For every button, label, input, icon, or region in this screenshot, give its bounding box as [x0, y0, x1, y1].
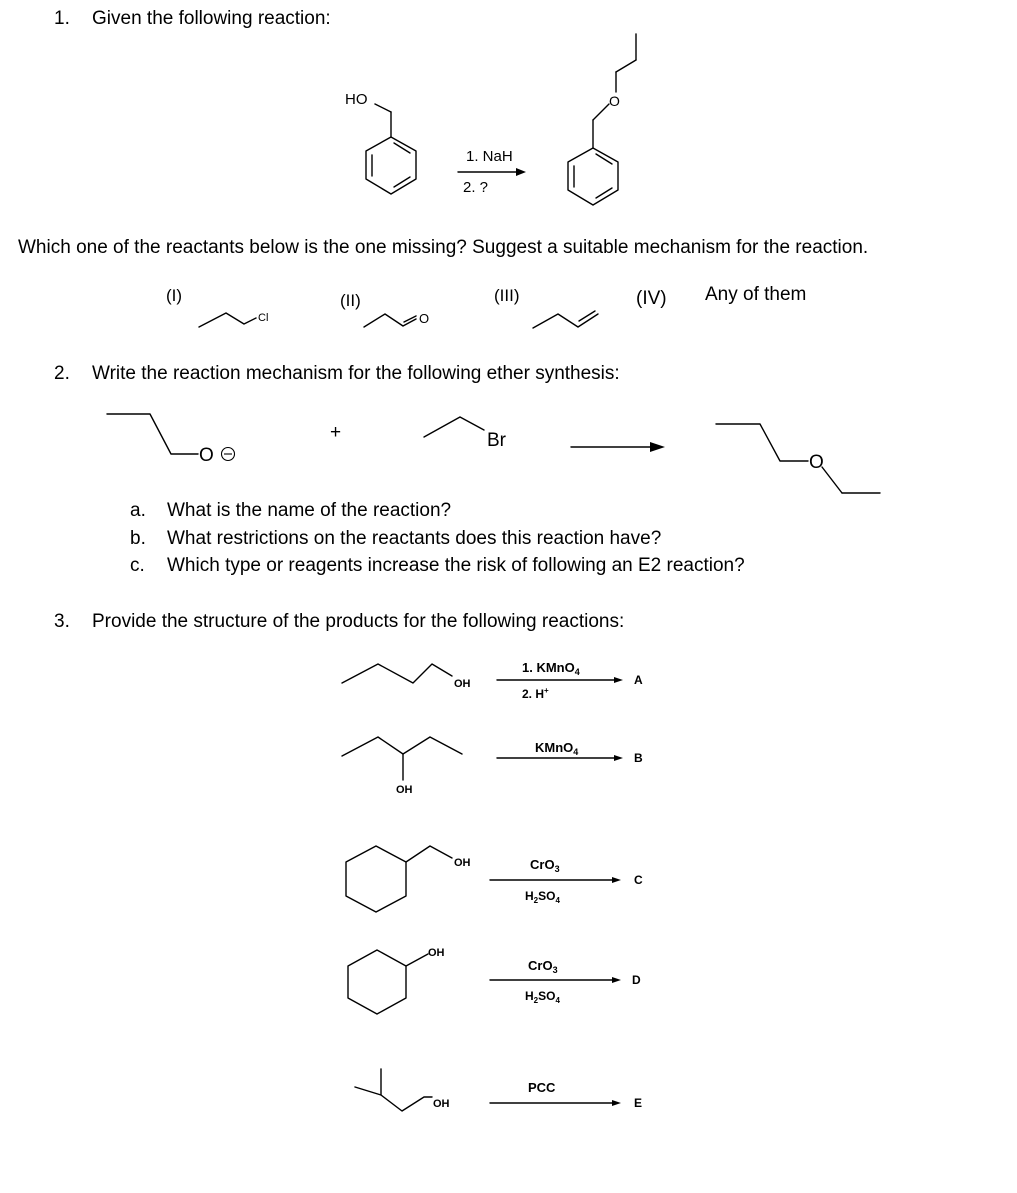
reaction-a-oh: OH	[454, 678, 471, 690]
reaction-c-oh: OH	[454, 857, 471, 869]
subq-a-letter: a.	[130, 500, 146, 521]
option-2-label: (II)	[340, 291, 361, 310]
q1-number: 1.	[54, 8, 70, 29]
reagent-nah: 1. NaH	[466, 148, 513, 165]
option-1-cl-atom: Cl	[258, 312, 269, 324]
reaction-c-reagent-2: $H_2SO_4$	[525, 889, 560, 905]
reaction-d-arrow	[490, 977, 621, 983]
option-3-label: (III)	[494, 286, 520, 305]
reaction-a-reagent-2: 2. H+	[522, 686, 549, 701]
reaction-e-reagent: PCC	[528, 1080, 556, 1095]
reaction-b-reagent: KMnO$_4$	[535, 740, 579, 757]
subq-b-letter: b.	[130, 528, 146, 549]
option-any-of-them: Any of them	[705, 284, 807, 305]
reaction-b-oh: OH	[396, 784, 413, 796]
reactant-ho-label: HO	[345, 91, 368, 108]
subq-a-text: What is the name of the reaction?	[167, 500, 452, 521]
reaction-a-reagent-1: 1. KMnO$_4$	[522, 660, 580, 677]
option-1-label: (I)	[166, 286, 183, 305]
option-4-label: (IV)	[636, 288, 667, 309]
reaction-c-arrow	[490, 877, 621, 883]
reaction-a-arrow	[497, 677, 623, 683]
product-e-label: E	[634, 1096, 643, 1110]
reaction-c-reagent-1: CrO$_3$	[530, 857, 560, 874]
q3-prompt: Provide the structure of the products for the following reactions:	[92, 611, 625, 632]
reaction-b-arrow	[497, 755, 623, 761]
product-c-label: C	[634, 873, 643, 887]
option-2-o-atom: O	[419, 311, 430, 326]
product-ether-o-label: O	[809, 452, 824, 473]
product-d-label: D	[632, 973, 641, 987]
reaction-d-oh: OH	[428, 947, 445, 959]
reaction-e-oh: OH	[433, 1098, 450, 1110]
reaction-d-reagent-2: $H_2SO_4$	[525, 989, 560, 1005]
reagent-unknown: 2. ?	[463, 179, 489, 196]
q3-number: 3.	[54, 611, 70, 632]
plus-sign: +	[330, 422, 342, 443]
alkoxide-o-label: O	[199, 445, 214, 466]
q2-prompt: Write the reaction mechanism for the following ether synthesis:	[92, 363, 620, 384]
halide-br-label: Br	[487, 430, 506, 451]
reaction-e-arrow	[490, 1100, 621, 1106]
q2-number: 2.	[54, 363, 70, 384]
reaction-e-substrate-isoamyl-alcohol	[355, 1069, 432, 1111]
subq-c-letter: c.	[130, 555, 145, 576]
reaction-c-substrate-cyclohexylethanol	[346, 846, 452, 912]
subq-c-text: Which type or reagents increase the risk of following an E2 reaction?	[167, 555, 745, 576]
reaction-a-substrate-butanol	[342, 664, 452, 683]
reaction-b-substrate-secondary-alcohol	[342, 737, 462, 780]
product-b-label: B	[634, 751, 643, 765]
reaction-d-reagent-1: CrO$_3$	[528, 958, 558, 975]
q1-prompt: Given the following reaction:	[92, 8, 331, 29]
product-ether-o: O	[609, 93, 620, 109]
product-a-label: A	[634, 673, 643, 687]
q1-question: Which one of the reactants below is the one missing? Suggest a suitable mechanism for the reaction.	[18, 237, 869, 258]
subq-b-text: What restrictions on the reactants does this reaction have?	[167, 528, 662, 549]
reaction-d-substrate-cyclohexylmethanol	[348, 950, 428, 1014]
